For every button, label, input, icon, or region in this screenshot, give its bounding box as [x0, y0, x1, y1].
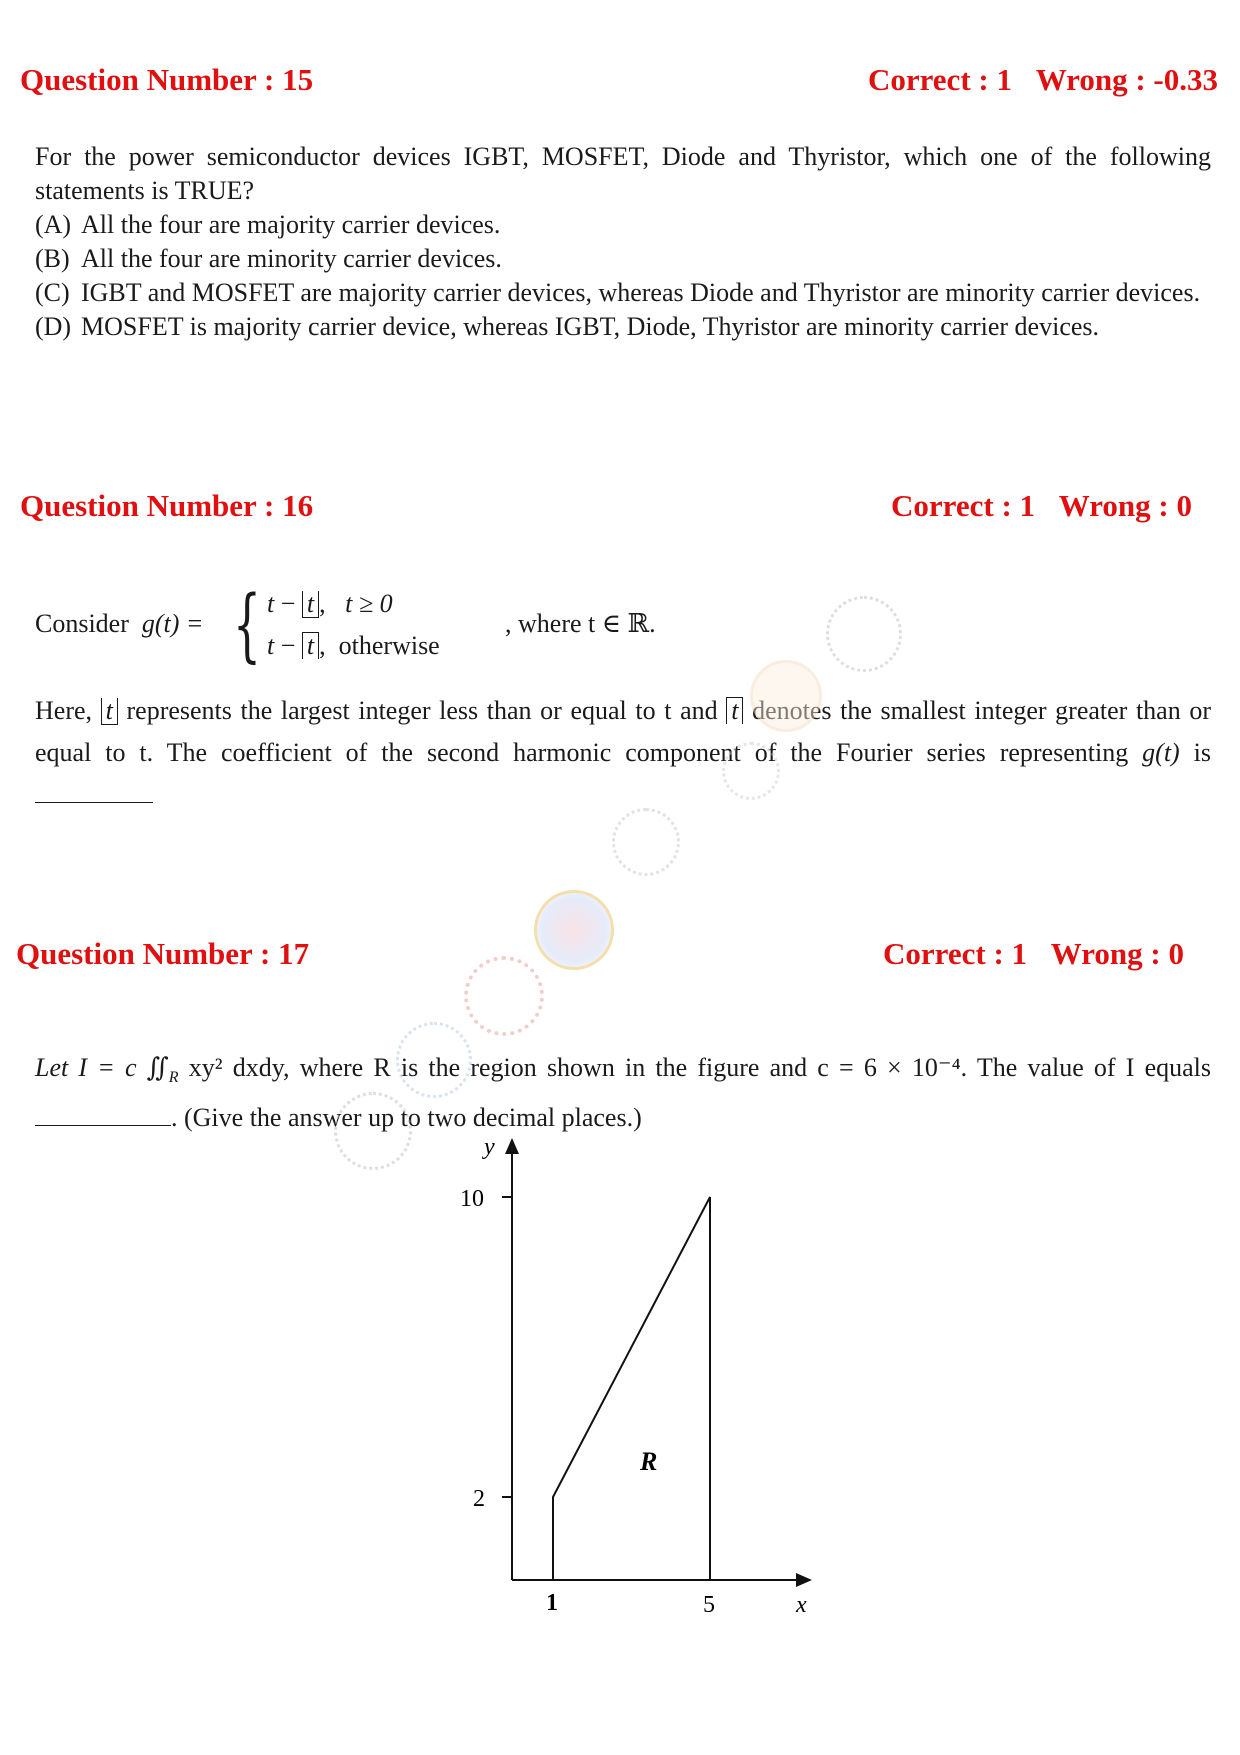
seal-watermark-icon: [396, 1022, 472, 1098]
x-axis-arrow-icon: [796, 1573, 812, 1587]
x-tick-label-5: 5: [703, 1592, 715, 1618]
region-boundary: [553, 1197, 710, 1580]
domain-note: , where t ∈ ℝ.: [505, 609, 656, 638]
score-info: [883, 936, 1184, 972]
seal-watermark-icon: [334, 1092, 412, 1170]
x-tick-label-1: 1: [546, 1590, 558, 1616]
option-label: (D): [35, 312, 72, 341]
floor-description: represents the largest integer less than or equal to t and: [126, 696, 718, 725]
region-label: R: [640, 1447, 658, 1476]
ceil-symbol: t: [726, 697, 743, 724]
is-label: is: [1193, 738, 1211, 767]
consider-label: Consider: [35, 609, 129, 638]
left-brace-icon: {: [233, 578, 261, 671]
seal-watermark-icon: [464, 956, 544, 1036]
option-text: MOSFET is majority carrier device, whereas IGBT, Diode, Thyristor are minority carrier devices.: [81, 312, 1100, 341]
score-info: [891, 488, 1192, 524]
option-label: (C): [35, 278, 70, 307]
question-16-header: [20, 488, 1192, 524]
correct-marks: Correct : 1: [883, 936, 1028, 971]
case-2: t − t , otherwise: [267, 631, 440, 660]
question-stem: For the power semiconductor devices IGBT, MOSFET, Diode and Thyristor, which one of the following statements is TRUE?: [35, 142, 1211, 205]
y-tick-label-10: 10: [460, 1186, 484, 1212]
stem-part-3: . (Give the answer up to two decimal places.): [171, 1103, 642, 1133]
question-16-body: [35, 690, 1211, 816]
seal-watermark-icon: [612, 808, 680, 876]
answer-blank: [35, 1103, 171, 1126]
question-17-body: [35, 1048, 1211, 1138]
seal-watermark-icon: [750, 660, 822, 732]
option-text: All the four are minority carrier devices.: [81, 244, 502, 273]
x-axis-label: x: [796, 1592, 807, 1618]
y-tick-label-2: 2: [473, 1486, 485, 1512]
floor-symbol: t: [101, 698, 118, 725]
option-a: [35, 208, 1211, 242]
option-c: [35, 276, 1211, 310]
question-title: Question Number : 15: [20, 62, 314, 97]
case-1-condition: t ≥ 0: [345, 589, 393, 618]
question-15-header: [20, 62, 1218, 98]
question-15-body: [35, 140, 1211, 344]
score-info: [868, 62, 1218, 98]
ceil-description: denotes the smallest integer greater than or equal to t. The coefficient of the second harmonic component of the Fourier series representing: [35, 696, 1212, 767]
region-figure: [440, 1130, 840, 1640]
function-ref: g(t): [1142, 738, 1180, 767]
wrong-marks: Wrong : 0: [1058, 488, 1192, 523]
question-title: Question Number : 17: [16, 936, 310, 971]
option-label: (A): [35, 210, 72, 239]
seal-watermark-icon: [722, 742, 780, 800]
piecewise-definition: [35, 578, 795, 675]
case-1: t − t , t ≥ 0: [267, 589, 393, 618]
option-text: All the four are majority carrier devices.: [81, 210, 501, 239]
definition-lhs: [35, 609, 203, 639]
option-text: IGBT and MOSFET are majority carrier devices, whereas Diode and Thyristor are minority carrier devices.: [81, 278, 1201, 307]
here-label: Here,: [35, 696, 93, 725]
wrong-marks: Wrong : -0.33: [1035, 62, 1218, 97]
option-b: [35, 242, 1211, 276]
seal-watermark-icon: [826, 596, 902, 672]
function-name: g(t) =: [141, 609, 204, 638]
answer-blank: [35, 780, 153, 803]
question-title: Question Number : 16: [20, 488, 314, 523]
seal-watermark-icon: [534, 890, 614, 970]
correct-marks: Correct : 1: [867, 62, 1012, 97]
option-label: (B): [35, 244, 70, 273]
stem-part-2: xy² dxdy, where R is the region shown in the figure and c = 6 × 10⁻⁴. The value of I equals: [178, 1053, 1211, 1082]
correct-marks: Correct : 1: [891, 488, 1036, 523]
y-axis-arrow-icon: [505, 1138, 519, 1154]
option-d: [35, 310, 1211, 344]
stem-subscript: R: [168, 1069, 179, 1087]
wrong-marks: Wrong : 0: [1050, 936, 1184, 971]
y-axis-label: y: [484, 1134, 495, 1160]
stem-part-1: Let I = c ∬: [35, 1053, 169, 1082]
case-2-condition: otherwise: [338, 631, 440, 660]
